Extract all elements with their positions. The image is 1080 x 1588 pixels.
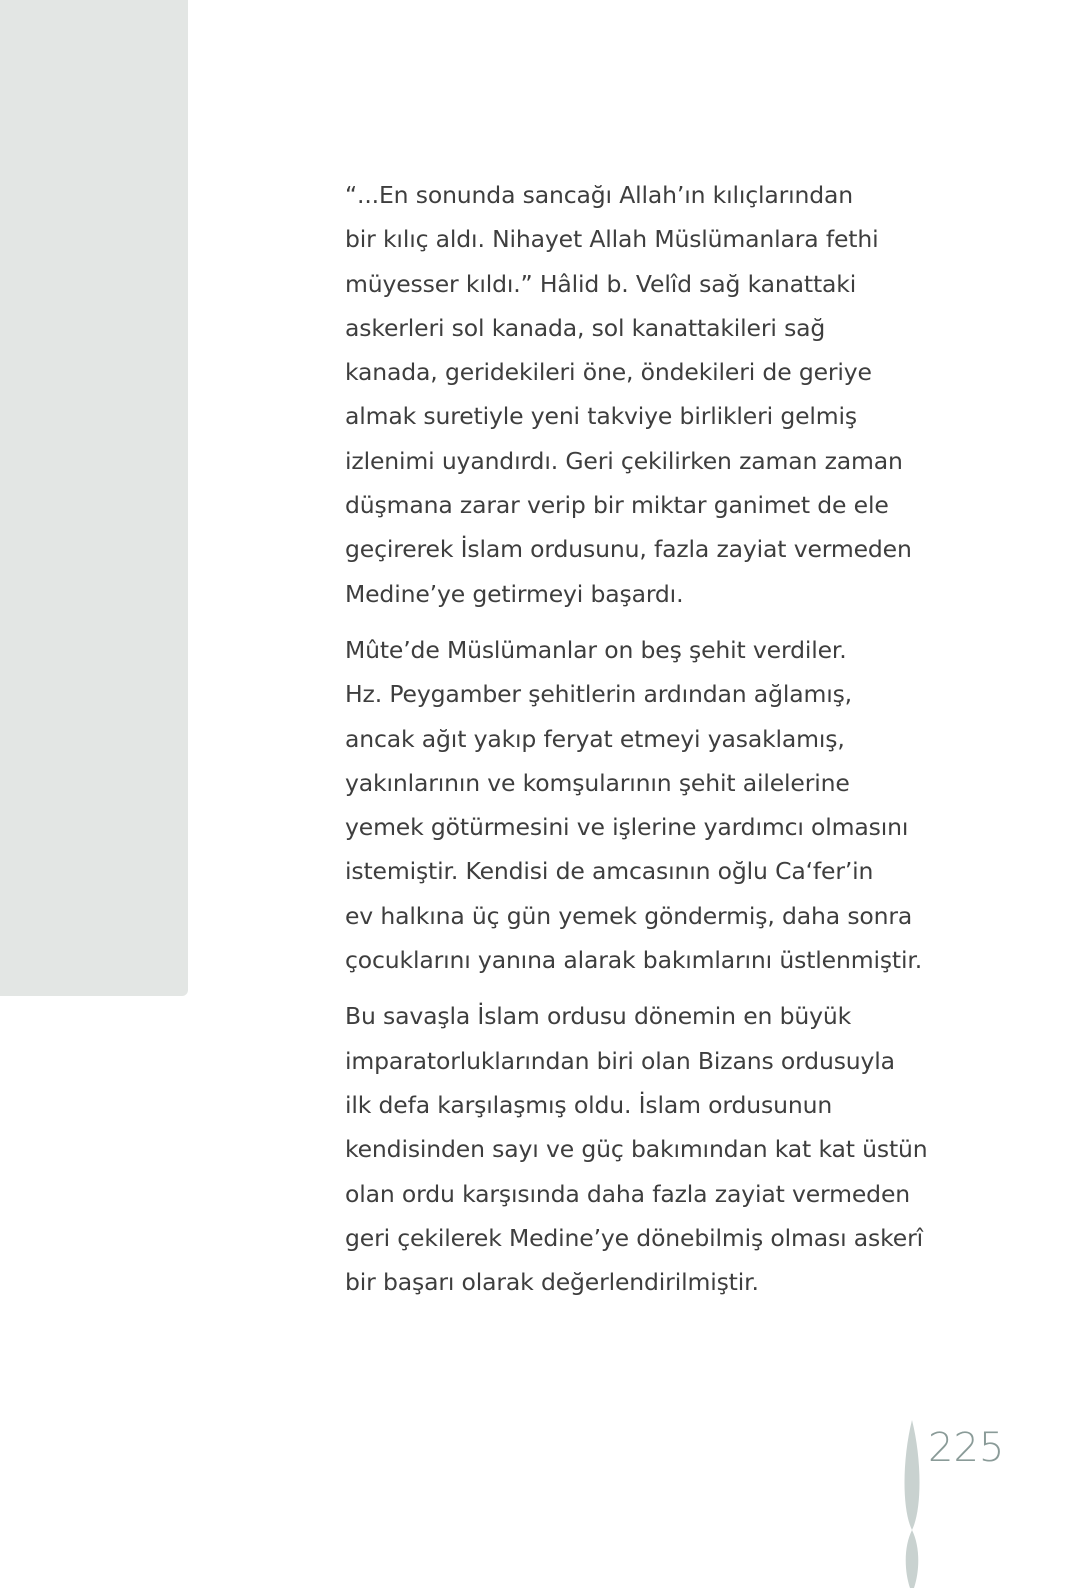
page-number: 225 [928, 1425, 1005, 1471]
text-line: izlenimi uyandırdı. Geri çekilirken zaman zaman [345, 446, 903, 475]
text-line: istemiştir. Kendisi de amcasının oğlu Ca‘fer’in [345, 857, 874, 886]
text-line: geri çekilerek Medine’ye dönebilmiş olması askerî [345, 1223, 923, 1252]
text-line: kendisinden sayı ve güç bakımından kat kat üstün [345, 1135, 928, 1164]
text-line: “...En sonunda sancağı Allah’ın kılıçlarından [345, 181, 854, 209]
text-line: yakınlarının ve komşularının şehit ailelerine [345, 768, 850, 797]
text-line: Medine’ye getirmeyi başardı. [345, 579, 684, 608]
text-line: ilk defa karşılaşmış oldu. İslam ordusunun [345, 1090, 833, 1119]
text-line: almak suretiyle yeni takviye birlikleri gelmiş [345, 402, 857, 431]
text-line: çocuklarını yanına alarak bakımlarını üstlenmiştir. [345, 946, 923, 975]
text-line: ev halkına üç gün yemek göndermiş, daha sonra [345, 901, 913, 930]
text-line: olan ordu karşısında daha fazla zayiat vermeden [345, 1179, 910, 1208]
paragraph-2 [345, 628, 945, 982]
text-line: Hz. Peygamber şehitlerin ardından ağlamış, [345, 680, 852, 709]
paragraph-3 [345, 994, 945, 1304]
text-line: geçirerek İslam ordusunu, fazla zayiat vermeden [345, 535, 912, 564]
text-line: ancak ağıt yakıp feryat etmeyi yasaklamış, [345, 724, 845, 753]
body-text [345, 173, 945, 1316]
text-line: bir başarı olarak değerlendirilmiştir. [345, 1268, 759, 1297]
page-number-area [900, 1420, 1020, 1588]
leaf-ornament-icon [900, 1420, 924, 1588]
text-line: askerleri sol kanada, sol kanattakileri sağ [345, 313, 826, 342]
text-line: bir kılıç aldı. Nihayet Allah Müslümanlara fethi [345, 225, 879, 254]
text-line: Mûte’de Müslümanlar on beş şehit verdiler. [345, 635, 847, 664]
text-line: yemek götürmesini ve işlerine yardımcı olmasını [345, 813, 909, 842]
text-line: kanada, geridekileri öne, öndekileri de geriye [345, 358, 872, 387]
text-line: imparatorluklarından biri olan Bizans ordusuyla [345, 1046, 895, 1075]
text-line: düşmana zarar verip bir miktar ganimet de ele [345, 491, 889, 520]
side-margin-panel [0, 0, 188, 996]
text-line: müyesser kıldı.” Hâlid b. Velîd sağ kanattaki [345, 269, 857, 298]
paragraph-1 [345, 173, 945, 616]
text-line: Bu savaşla İslam ordusu dönemin en büyük [345, 1002, 852, 1031]
